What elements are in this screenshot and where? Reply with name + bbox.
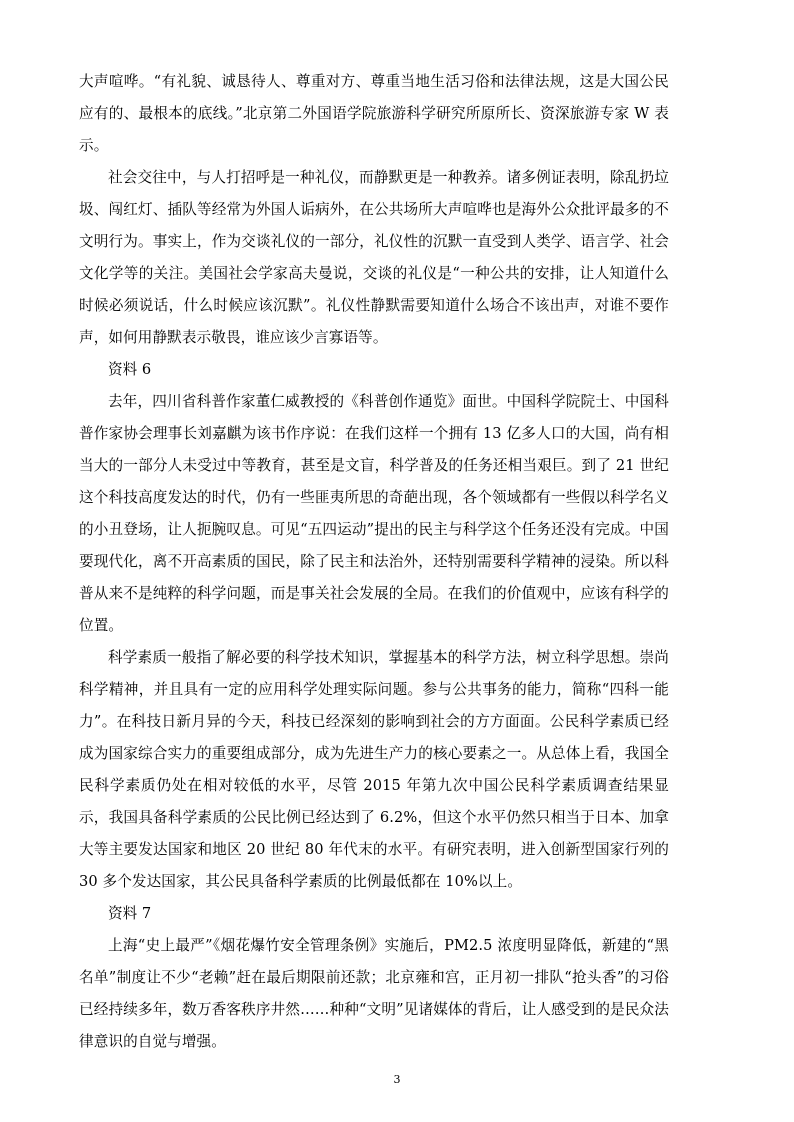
paragraph-3: 去年，四川省科普作家董仁威教授的《科普创作通览》面世。中国科学院院士、中国科普作家协会理事长刘嘉麒为该书作序说：在我们这样一个拥有 13 亿多人口的大国，尚有相当大的一部分人未受过中等教育，甚至是文盲，科学普及的任务还相当艰巨。到了 21 世纪这个科技高度发达的时代，仍有一些匪夷所思的奇葩出现，各个领域都有一些假以科学名义的小丑登场，让人扼腕叹息。可见“五四运动”提出的民主与科学这个任务还没有完成。中国要现代化，离不开高素质的国民，除了民主和法治外，还特别需要科学精神的浸染。所以科普从来不是纯粹的科学问题，而是事关社会发展的全局。在我们的价值观中，应该有科学的位置。 (79, 393, 669, 634)
paragraph-5: 上海“史上最严”《烟花爆竹安全管理条例》实施后，PM2.5 浓度明显降低，新建的“黑名单”制度让不少“老赖”赶在最后期限前还款；北京雍和宫，正月初一排队“抢头香”的习俗已经持续多年，数万香客秩序井然……种种“文明”见诸媒体的背后，让人感受到的是民众法律意识的自觉与增强。 (79, 937, 669, 1050)
section-label-material-6: 资料 6 (108, 361, 152, 378)
page-number: 3 (393, 1073, 401, 1086)
paragraph-2: 社会交往中，与人打招呼是一种礼仪，而静默更是一种教养。诸多例证表明，除乱扔垃圾、闯红灯、插队等经常为外国人诟病外，在公共场所大声喧哗也是海外公众批评最多的不文明行为。事实上，作为交谈礼仪的一部分，礼仪性的沉默一直受到人类学、语言学、社会文化学等的关注。美国社会学家高夫曼说，交谈的礼仪是“一种公共的安排，让人知道什么时候必须说话，什么时候应该沉默”。礼仪性静默需要知道什么场合不该出声，对谁不要作声，如何用静默表示敬畏，谁应该少言寡语等。 (79, 169, 669, 346)
paragraph-1: 大声喧哗。“有礼貌、诚恳待人、尊重对方、尊重当地生活习俗和法律法规，这是大国公民应有的、最根本的底线。”北京第二外国语学院旅游科学研究所原所长、资深旅游专家 W 表示。 (79, 73, 669, 154)
section-label-material-7: 资料 7 (108, 905, 152, 922)
paragraph-4: 科学素质一般指了解必要的科学技术知识，掌握基本的科学方法，树立科学思想。崇尚科学精神，并且具有一定的应用科学处理实际问题。参与公共事务的能力，简称“四科一能力”。在科技日新月异的今天，科技已经深刻的影响到社会的方方面面。公民科学素质已经成为国家综合实力的重要组成部分，成为先进生产力的核心要素之一。从总体上看，我国全民科学素质仍处在相对较低的水平，尽管 2015 年第九次中国公民科学素质调查结果显示，我国具备科学素质的公民比例已经达到了 6.2%，但这个水平仍然只相当于日本、加拿大等主要发达国家和地区 20 世纪 80 年代末的水平。有研究表明，进入创新型国家行列的 30 多个发达国家，其公民具备科学素质的比例最低都在 10%以上。 (79, 649, 669, 890)
page-content (79, 66, 669, 1058)
